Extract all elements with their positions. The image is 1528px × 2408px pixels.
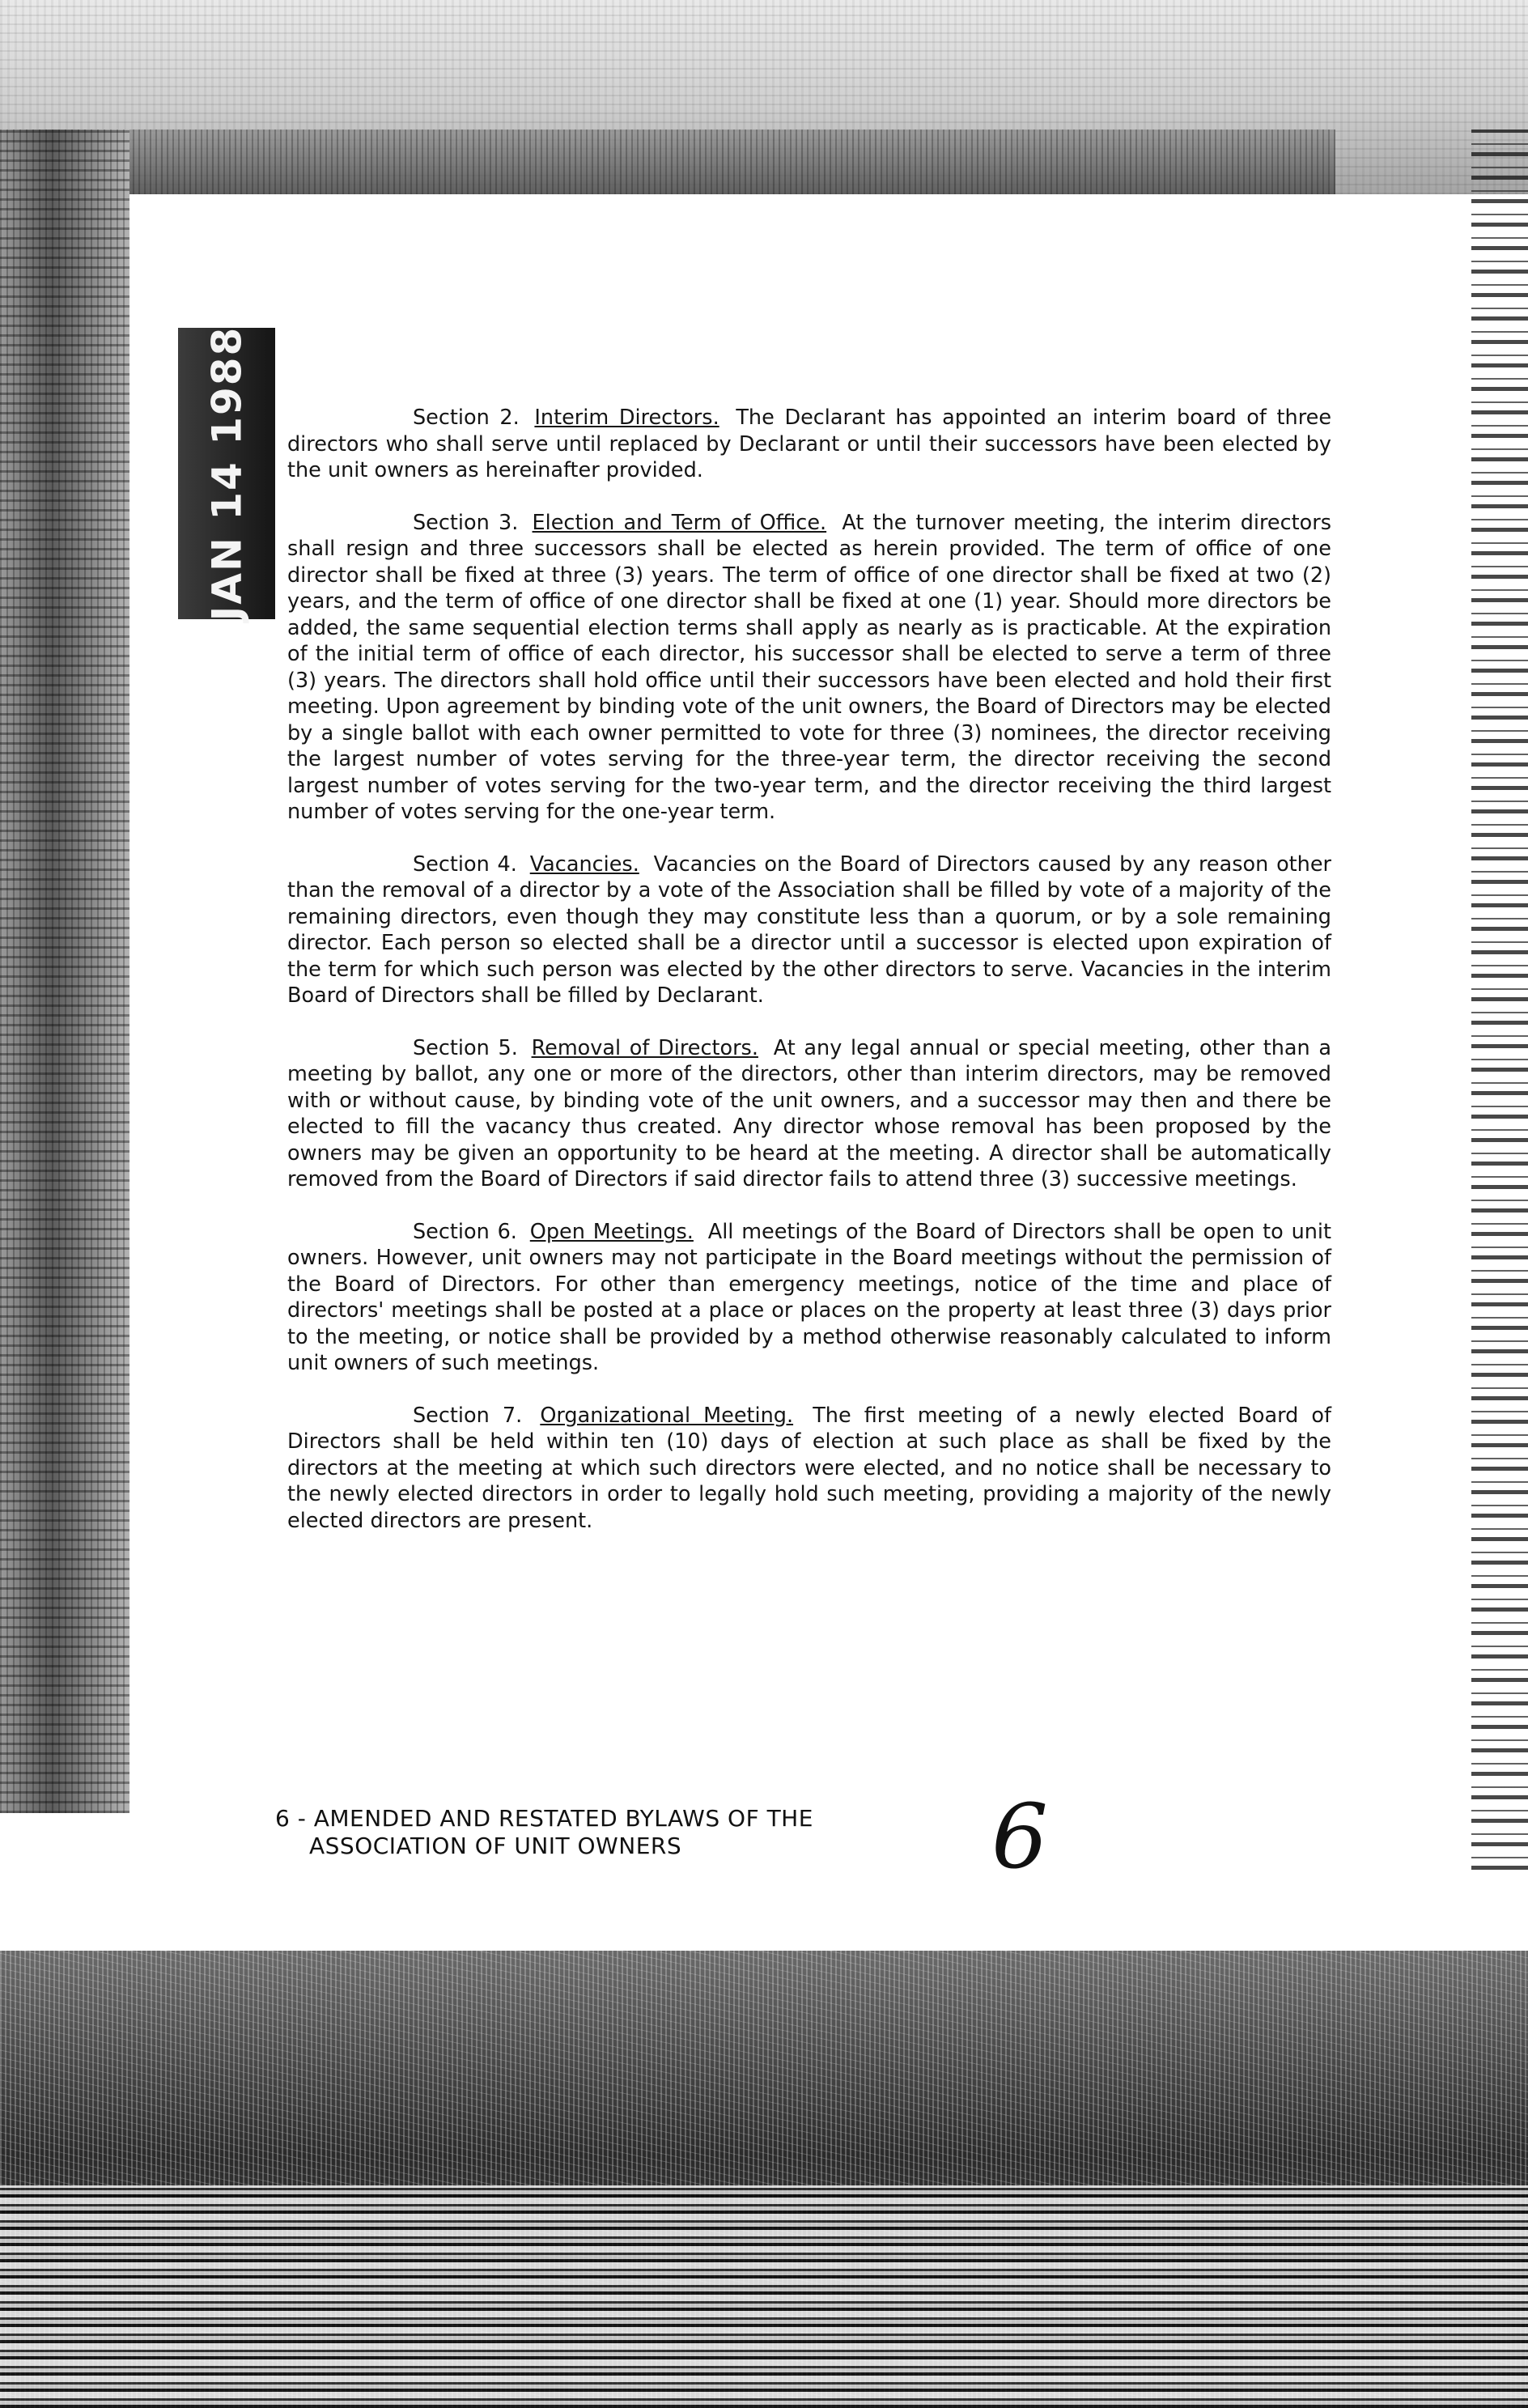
section-number: Section 6. <box>413 1219 517 1244</box>
footer-line-2: ASSOCIATION OF UNIT OWNERS <box>309 1833 682 1859</box>
section-body: At any legal annual or special meeting, other than a meeting by ballot, any one or more of the directors, other than interim directors, may be removed with or without cause, by binding vote of the unit owners, and a successor may then and there be elected to fill the vacancy thus created. Any director whose removal has been proposed by the owners may be given an opportunity to be heard at the meeting. A director shall be automatically removed from the Board of Directors if said director fails to attend three (3) successive meetings. <box>287 1035 1332 1191</box>
scan-noise-right <box>1471 130 1528 1870</box>
section-title: Interim Directors. <box>534 406 719 430</box>
section-title: Open Meetings. <box>529 1219 694 1244</box>
section-title: Election and Term of Office. <box>532 510 827 535</box>
section-3 <box>287 510 1331 826</box>
section-title: Removal of Directors. <box>531 1035 758 1060</box>
section-body: The Declarant has appointed an interim board of three directors who shall serve until replaced by Declarant or until their successors have been elected by the unit owners as hereinafter provided. <box>287 406 1332 482</box>
section-body: Vacancies on the Board of Directors caused by any reason other than the removal of a director by a vote of the Association shall be filled by vote of a majority of the remaining directors, even though they may constitute less than a quorum, or by a sole remaining director. Each person so elected shall be a director until a successor is elected upon expiration of the term for which such person was elected by the other directors to serve. Vacancies in the interim Board of Directors shall be filled by Declarant. <box>287 852 1332 1008</box>
section-body: The first meeting of a newly elected Board of Directors shall be held within ten (10) days of election at such place as shall be fixed by the directors at the meeting at which such directors were elected, and no notice shall be necessary to the newly elected directors in order to legally hold such meeting, providing a majority of the newly elected directors are present. <box>287 1403 1331 1533</box>
date-stamp <box>178 325 275 622</box>
date-stamp-text: JAN 14 1988 <box>203 325 251 622</box>
section-number: Section 3. <box>413 510 519 535</box>
section-title: Organizational Meeting. <box>540 1403 794 1428</box>
handwritten-page-number: 6 <box>991 1785 1048 1888</box>
section-number: Section 4. <box>413 852 517 877</box>
page-footer <box>275 1805 813 1860</box>
section-number: Section 2. <box>413 406 520 430</box>
scan-noise-bottom-lines <box>0 2185 1528 2408</box>
section-4 <box>287 852 1331 1009</box>
scan-noise-left <box>0 130 129 1813</box>
section-body: At the turnover meeting, the interim directors shall resign and three successors shall be elected as herein provided. The term of office of one director shall be fixed at three (3) years. The term of office of one director shall be fixed at two (2) years, and the term of office of one director shall be fixed at one (1) year. Should more directors be added, the same sequential election terms shall apply as nearly as is practicable. At the expiration of the initial term of office of each director, his successor shall be elected to serve a term of three (3) years. The directors shall hold office until their successors have been elected and hold their first meeting. Upon agreement by binding vote of the unit owners, the Board of Directors may be elected by a single ballot with each owner permitted to vote for three (3) nominees, the director receiving the largest number of votes serving for the three-year term, the director receiving the second largest number of votes serving for the two-year term, and the director receiving the third largest number of votes serving for the one-year term. <box>287 510 1332 824</box>
document-body <box>287 405 1331 1560</box>
section-5 <box>287 1035 1331 1193</box>
scan-noise-top-dark <box>121 130 1335 194</box>
section-number: Section 7. <box>413 1403 523 1428</box>
section-7 <box>287 1403 1331 1535</box>
section-number: Section 5. <box>413 1035 518 1060</box>
footer-line-1: 6 - AMENDED AND RESTATED BYLAWS OF THE <box>275 1805 813 1832</box>
section-2 <box>287 405 1331 484</box>
section-title: Vacancies. <box>529 852 639 877</box>
section-body: All meetings of the Board of Directors shall be open to unit owners. However, unit owners may not participate in the Board meetings without the permission of the Board of Directors. For other than emergency meetings, notice of the time and place of directors' meetings shall be posted at a place or places on the property at least three (3) days prior to the meeting, or notice shall be provided by a method otherwise reasonably calculated to inform unit owners of such meetings. <box>287 1219 1331 1375</box>
section-6 <box>287 1219 1331 1377</box>
